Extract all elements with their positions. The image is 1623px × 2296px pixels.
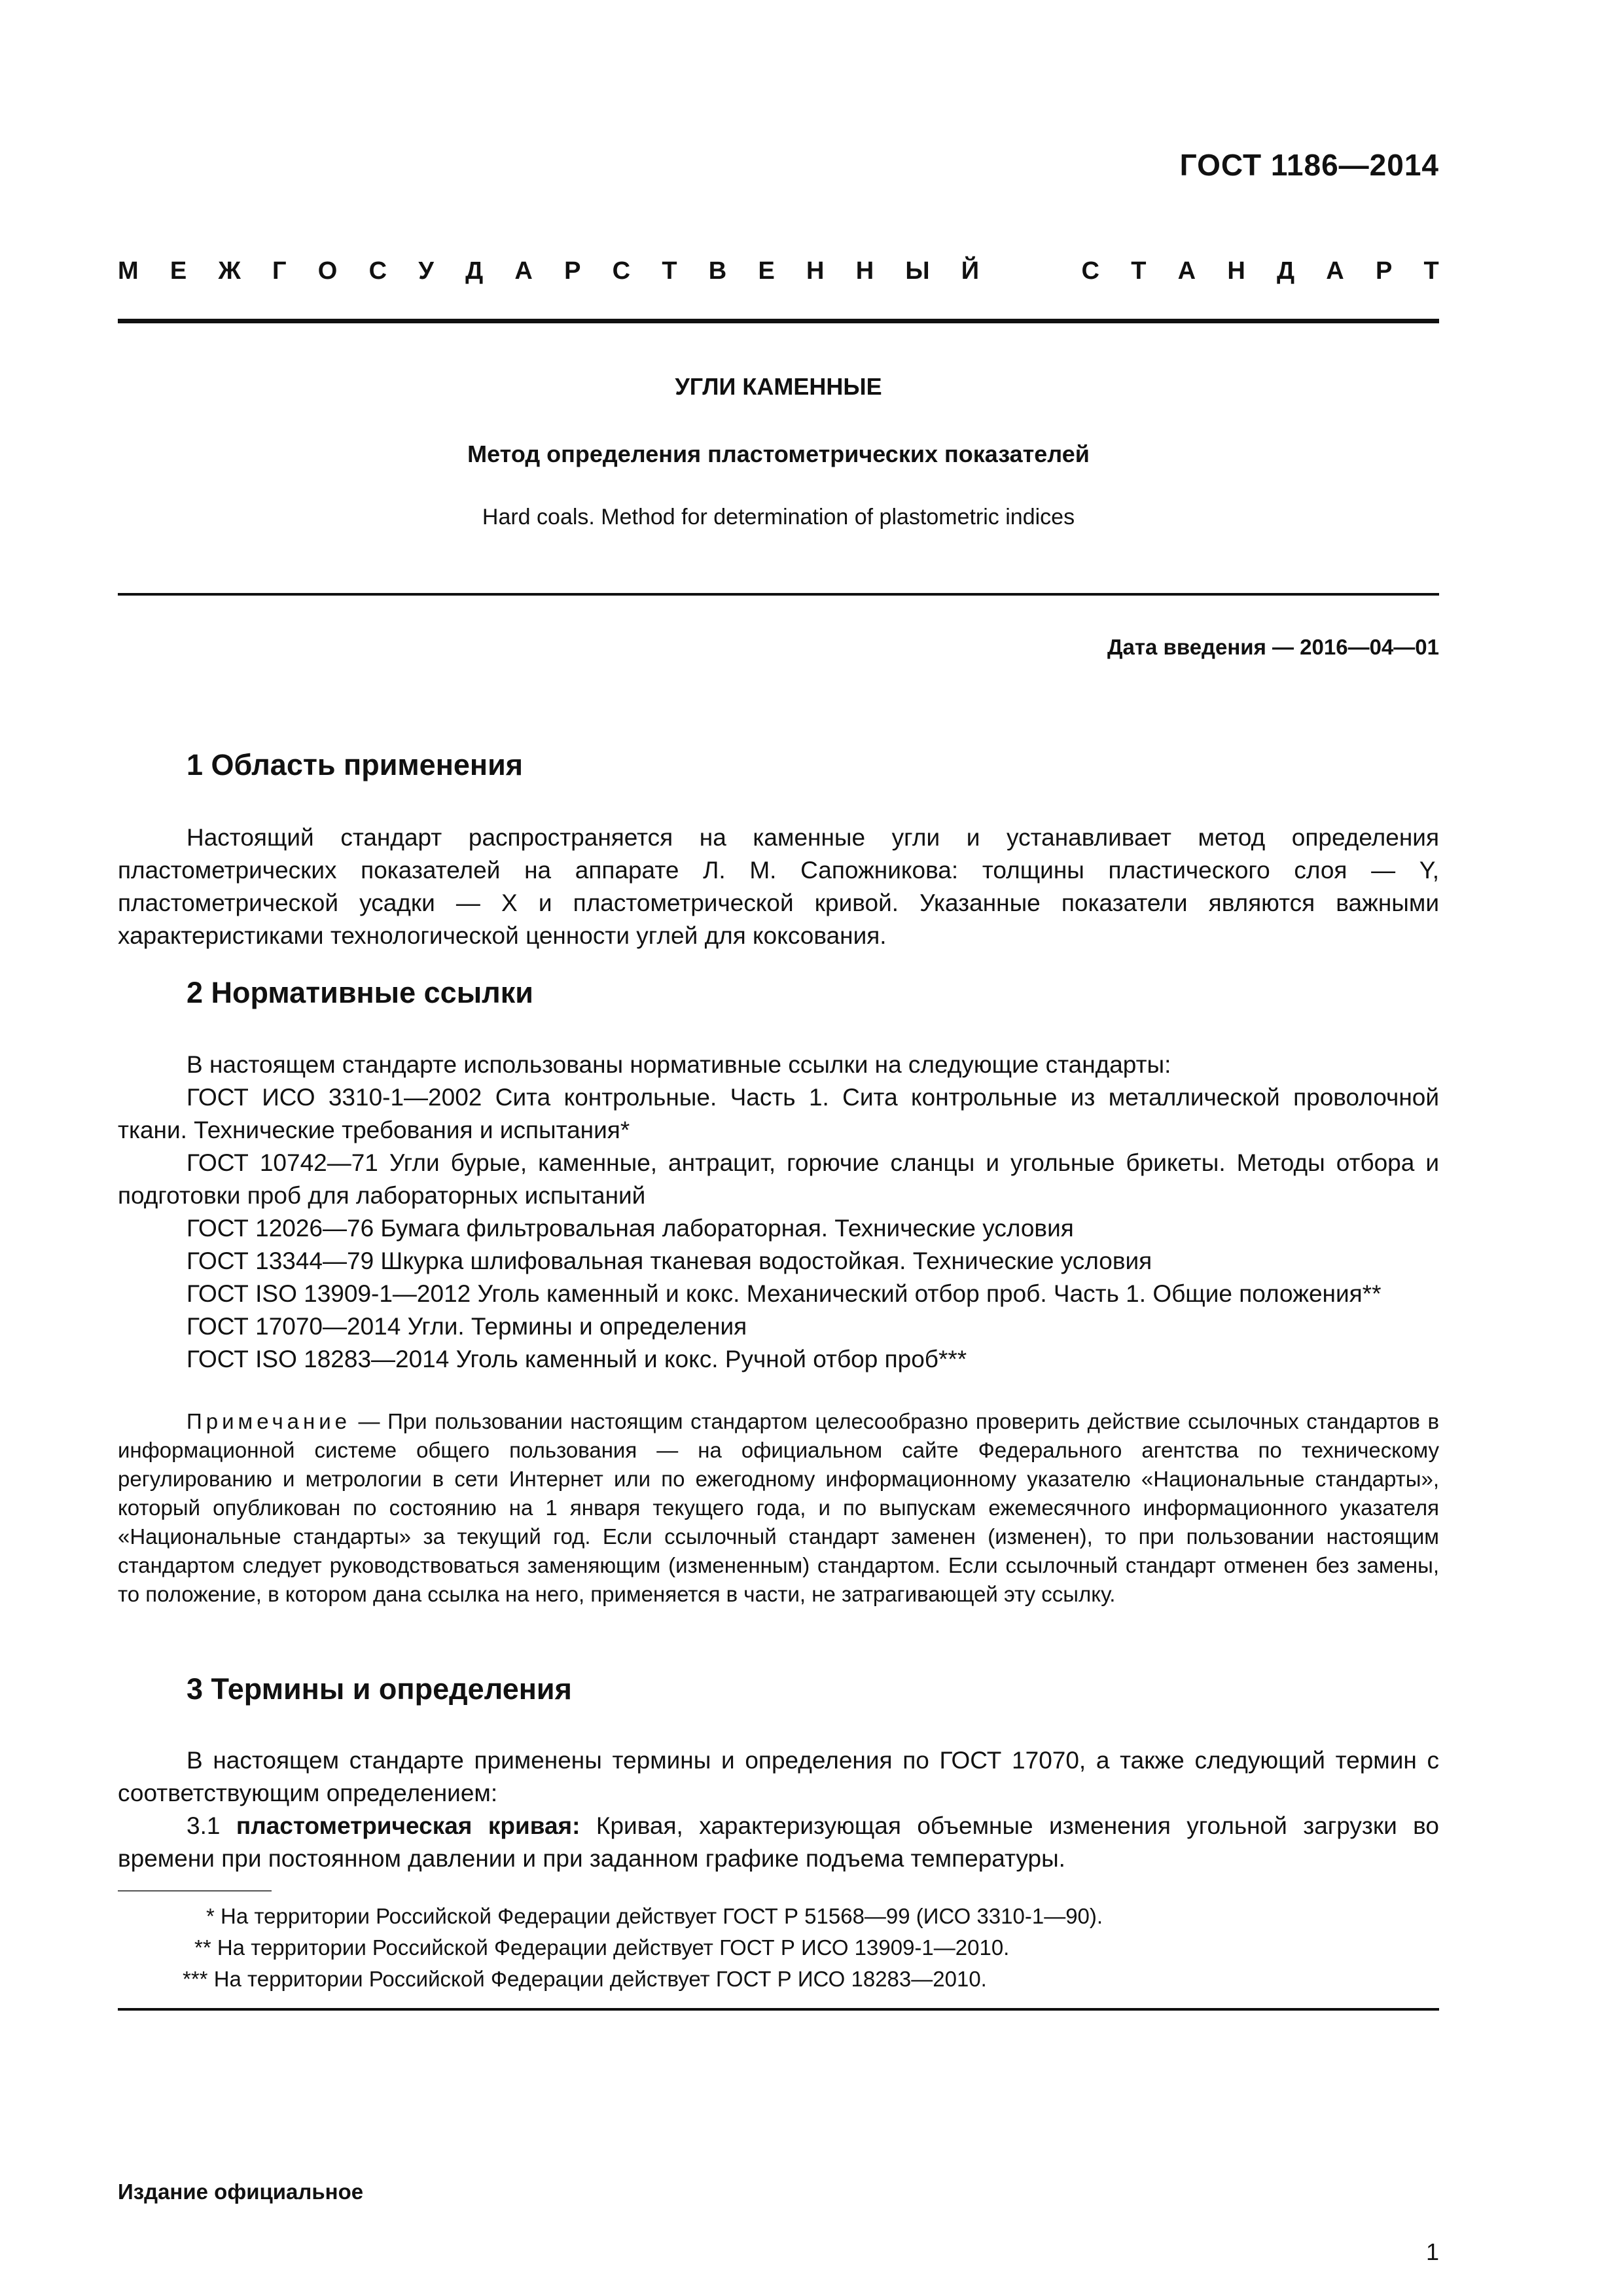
banner-letter: Н (855, 257, 874, 285)
footnotes (118, 1901, 1439, 1995)
footnote-2: ** На территории Российской Федерации действует ГОСТ Р ИСО 13909-1—2010. (194, 1935, 1010, 1960)
banner-letter: Ж (218, 257, 241, 285)
section-1-text: Настоящий стандарт распространяется на каменные угли и устанавливает метод определения пластометрических показателей на аппарате Л. М. Сапожникова: толщины пластического слоя — Y, пластометрической усадки — X и пластометрической кривой. Указанные показатели являются важными характеристиками технологической ценности углей для коксования. (118, 824, 1439, 949)
reference-item: ГОСТ ISO 13909-1—2012 Уголь каменный и кокс. Механический отбор проб. Часть 1. Общие положения** (187, 1280, 1382, 1307)
banner-letter: С (1081, 257, 1099, 285)
banner-letter: Р (1375, 257, 1393, 285)
banner-letter: Р (564, 257, 581, 285)
document-title: УГЛИ КАМЕННЫЕ (675, 373, 882, 400)
term-text: Кривая, характеризующая объемные изменения угольной загрузки во времени при постоянном давлении и при заданном графике подъема температуры. (118, 1812, 1440, 1872)
footnote-3: *** На территории Российской Федерации действует ГОСТ Р ИСО 18283—2010. (183, 1967, 987, 1991)
reference-item: ГОСТ 10742—71 Угли бурые, каменные, антрацит, горючие сланцы и угольные брикеты. Методы отбора и подготовки проб для лабораторных испытаний (118, 1149, 1439, 1209)
banner-letter: С (612, 257, 631, 285)
page-number: 1 (1425, 2238, 1439, 2265)
banner-letter: Д (1276, 257, 1295, 285)
title-rule (118, 593, 1439, 596)
term-name: пластометрическая кривая: (236, 1812, 580, 1839)
banner-letter: Г (272, 257, 287, 285)
term-definition (118, 1810, 1439, 1875)
note-text: — При пользовании настоящим стандартом целесообразно проверить действие ссылочных стандартов в информационной системе общего пользования — на официальном сайте Федерального агентства по техническому регулированию и метрологии в сети Интернет или по ежегодному информационному указателю «Национальные стандарты», который опубликован по состоянию на 1 января текущего года, и по выпускам ежемесячного информационного указателя «Национальные стандарты» за текущий год. Если ссылочный стандарт заменен (изменен), то при пользовании настоящим стандартом следует руководствоваться заменяющим (измененным) стандартом. Если ссылочный стандарт отменен без замены, то положение, в котором дана ссылка на него, применяется в части, не затрагивающей эту ссылку. (118, 1409, 1439, 1606)
section-2-heading: 2 Нормативные ссылки (187, 976, 533, 1009)
section-1-body (118, 821, 1439, 952)
references-note (118, 1407, 1439, 1609)
section-2-intro: В настоящем стандарте использованы нормативные ссылки на следующие стандарты: (187, 1051, 1171, 1078)
banner-letter: М (118, 257, 139, 285)
document-title-english: Hard coals. Method for determination of plastometric indices (482, 505, 1075, 529)
banner-letter: Т (662, 257, 677, 285)
banner-letter: Н (806, 257, 825, 285)
section-1-heading: 1 Область применения (187, 748, 524, 781)
banner-word-gap (1010, 257, 1050, 285)
document-page (118, 0, 1439, 2296)
banner-letter: Е (758, 257, 775, 285)
banner-letter: С (368, 257, 387, 285)
banner-letter: В (708, 257, 727, 285)
banner-letter: Н (1227, 257, 1245, 285)
banner-letter: Е (169, 257, 187, 285)
section-3-body (118, 1744, 1439, 1875)
banner-letter: Д (465, 257, 484, 285)
footer-rule (118, 2008, 1439, 2011)
banner-letter: Й (961, 257, 980, 285)
interstate-standard-banner (118, 257, 1439, 285)
reference-item: ГОСТ ИСО 3310-1—2002 Сита контрольные. Часть 1. Сита контрольные из металлической проволочной ткани. Технические требования и испытания* (118, 1084, 1439, 1143)
reference-item: ГОСТ 12026—76 Бумага фильтровальная лабораторная. Технические условия (187, 1215, 1074, 1242)
introduction-date: Дата введения — 2016—04—01 (1107, 635, 1439, 659)
banner-letter: О (317, 257, 338, 285)
banner-letter: Т (1423, 257, 1439, 285)
section-3-heading: 3 Термины и определения (187, 1672, 572, 1706)
reference-item: ГОСТ 13344—79 Шкурка шлифовальная тканевая водостойкая. Технические условия (187, 1247, 1152, 1274)
footnote-separator (118, 1890, 272, 1892)
banner-letter: А (1326, 257, 1344, 285)
term-number: 3.1 (187, 1812, 236, 1839)
section-3-intro: В настоящем стандарте применены термины и определения по ГОСТ 17070, а также следующий термин с соответствующим определением: (118, 1747, 1439, 1806)
banner-letter: А (1177, 257, 1196, 285)
official-edition: Издание официальное (118, 2179, 364, 2204)
reference-item: ГОСТ 17070—2014 Угли. Термины и определения (187, 1313, 747, 1340)
section-2-body (118, 1049, 1439, 1376)
header-rule (118, 319, 1439, 323)
note-label: Примечание (187, 1409, 351, 1433)
gost-number: ГОСТ 1186—2014 (1179, 148, 1439, 182)
banner-letter: Т (1131, 257, 1147, 285)
banner-letter: А (514, 257, 533, 285)
footnote-1: * На территории Российской Федерации действует ГОСТ Р 51568—99 (ИСО 3310-1—90). (206, 1904, 1103, 1928)
banner-letter: У (418, 257, 434, 285)
document-subtitle: Метод определения пластометрических показателей (467, 440, 1090, 467)
banner-letter: Ы (905, 257, 930, 285)
reference-item: ГОСТ ISO 18283—2014 Уголь каменный и кокс. Ручной отбор проб*** (187, 1346, 967, 1372)
